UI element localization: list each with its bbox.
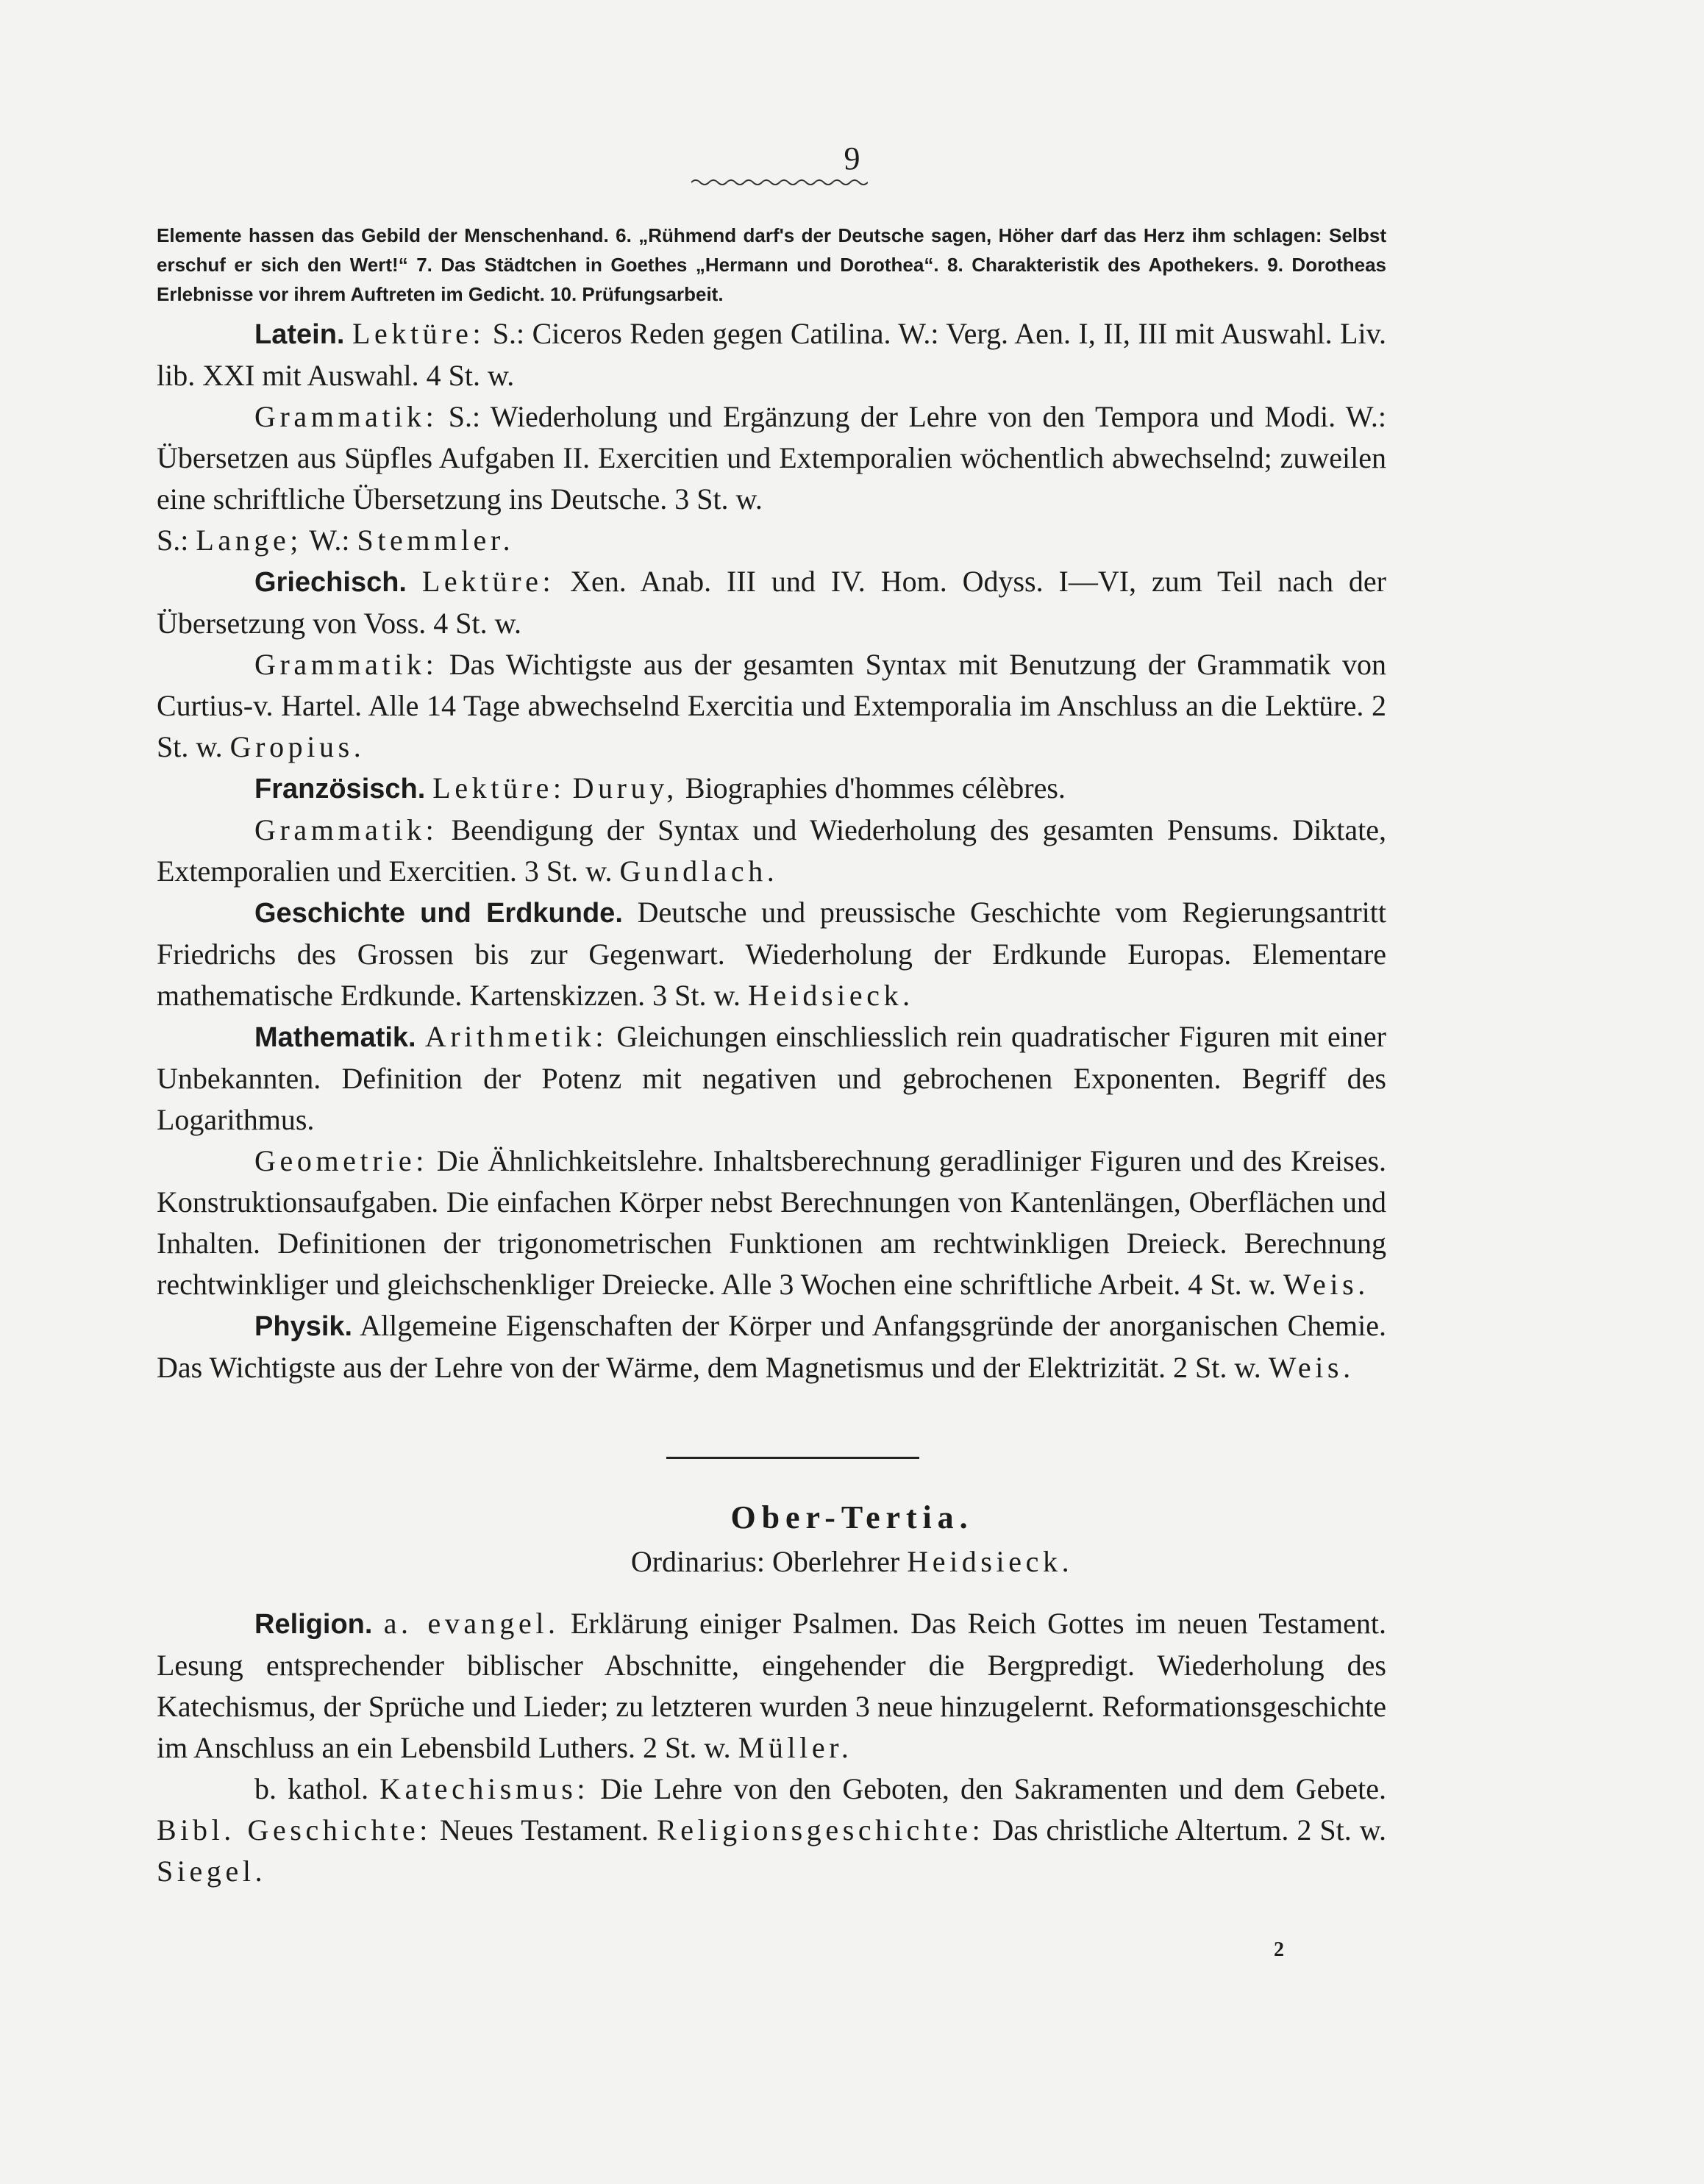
teacher-name: Lange;: [196, 524, 303, 557]
intro-fragment: Elemente hassen das Gebild der Menschenhand. 6. „Rühmend darf's der Deutsche sagen, Höher darf das Herz ihm schlagen: Selbst erschuf er sich den Wert!“ 7. Das Städtchen in Goethes „Hermann und Dorothea“. 8. Charakteristik des Apothekers. 9. Dorotheas Erlebnisse vor ihrem Auftreten im Gedicht. 10. Prüfungsarbeit.: [157, 224, 1386, 305]
field-text: Das Wichtigste aus der gesamten Syntax mit Benutzung der Grammatik von Curtius-v. Hartel. Alle 14 Tage abwechselnd Exercitia und Extemporalia im Anschluss an die Lektüre. 2 St. w.: [157, 648, 1387, 763]
field-label: b. kathol.: [254, 1772, 369, 1805]
field-label: Grammatik:: [254, 400, 438, 433]
signature-mark: 2: [1274, 1938, 1284, 1961]
author-name: Duruy,: [572, 771, 678, 804]
ordinarius-name: Heidsieck.: [907, 1545, 1074, 1578]
ornament-rule: [691, 176, 868, 188]
section-title: Ober-Tertia.: [730, 1499, 974, 1535]
latein-teachers: [157, 520, 1386, 561]
field-label: Arithmetik:: [424, 1020, 608, 1053]
curriculum-lower: [157, 1603, 1386, 1892]
religion-kathol: [157, 1769, 1386, 1892]
latein-grammatik: [157, 396, 1386, 520]
curriculum-upper: [157, 221, 1386, 1388]
field-text: Gleichungen einschliesslich rein quadratischer Figuren mit einer Unbekannten. Definition der Potenz mit negativen und gebrochenen Exponenten. Begriff des Logarithmus.: [157, 1020, 1386, 1136]
subject-heading: Französisch.: [254, 774, 426, 804]
field-text: Biographies d'hommes célèbres.: [685, 771, 1066, 804]
field-label: Lektüre:: [432, 771, 566, 804]
religion-evangel: [157, 1603, 1386, 1769]
teacher-name: Heidsieck.: [747, 979, 914, 1012]
geschichte-paragraph: [157, 892, 1386, 1016]
field-text: Die Lehre von den Geboten, den Sakramenten und dem Gebete.: [600, 1772, 1387, 1805]
field-label: Religionsgeschichte:: [657, 1813, 985, 1846]
field-text: Die Ähnlichkeitslehre. Inhaltsberechnung geradliniger Figuren und des Kreises. Konstruktionsaufgaben. Die einfachen Körper nebst Berechnungen von Kantenlängen, Oberflächen und Inhalten. Definitionen der trigonometrischen Funktionen am rechtwinkligen Dreieck. Berechnung rechtwinkliger und gleichschenkliger Dreiecke. Alle 3 Wochen eine schriftliche Arbeit. 4 St. w.: [157, 1144, 1387, 1301]
field-label: a. evangel.: [383, 1607, 560, 1640]
field-text: Deutsche und preussische Geschichte vom Regierungsantritt Friedrichs des Grossen bis zur Gegenwart. Wiederholung der Erdkunde Europas. Elementare mathematische Erdkunde. Kartenskizzen. 3 St. w.: [157, 896, 1387, 1012]
teacher-name: Weis.: [1283, 1268, 1369, 1301]
field-text: Erklärung einiger Psalmen. Das Reich Gottes im neuen Testament. Lesung entsprechender biblischer Abschnitte, eingehender die Bergpredigt. Wiederholung des Katechismus, der Sprüche und Lieder; zu letzteren wurden 3 neue hinzugelernt. Reformationsgeschichte im Anschluss an ein Lebensbild Luthers. 2 St. w.: [157, 1607, 1387, 1764]
label: S.:: [157, 524, 189, 557]
field-label: Bibl. Geschichte:: [157, 1813, 432, 1846]
ordinarius-line: [0, 1544, 1704, 1579]
latein-lektuere: [157, 313, 1386, 396]
field-text: Das christliche Altertum. 2 St. w.: [992, 1813, 1387, 1846]
griechisch-grammatik: [157, 644, 1386, 768]
griechisch-lektuere: [157, 561, 1386, 644]
section-divider: [666, 1457, 919, 1459]
franzoesisch-lektuere: [157, 768, 1386, 810]
ordinarius-label: Ordinarius: Oberlehrer: [630, 1545, 900, 1578]
field-label: Lektüre:: [421, 565, 555, 598]
teacher-name: Gundlach.: [619, 854, 779, 888]
field-text: Neues Testament.: [439, 1813, 649, 1846]
teacher-name: Stemmler.: [357, 524, 515, 557]
field-text: Xen. Anab. III und IV. Hom. Odyss. I—VI, zum Teil nach der Übersetzung von Voss. 4 St. w.: [157, 565, 1387, 640]
field-label: Grammatik:: [254, 648, 438, 681]
field-text: Allgemeine Eigenschaften der Körper und Anfangsgründe der anorganischen Chemie. Das Wichtigste aus der Lehre von der Wärme, dem Magnetismus und der Elektrizität. 2 St. w.: [157, 1309, 1386, 1384]
field-label: Grammatik:: [254, 813, 438, 846]
teacher-name: Weis.: [1268, 1351, 1355, 1384]
subject-heading: Latein.: [254, 319, 345, 350]
subject-heading: Religion.: [254, 1609, 373, 1640]
teacher-name: Müller.: [738, 1731, 853, 1764]
field-label: Geometrie:: [254, 1144, 428, 1177]
field-label: Katechismus:: [379, 1772, 590, 1805]
field-text: S.: Wiederholung und Ergänzung der Lehre von den Tempora und Modi. W.: Übersetzen aus Süpfles Aufgaben II. Exercitien und Extemporalien wöchentlich abwechselnd; zuweilen eine schriftliche Übersetzung ins Deutsche. 3 St. w.: [157, 400, 1387, 515]
field-text: S.: Ciceros Reden gegen Catilina. W.: Verg. Aen. I, II, III mit Auswahl. Liv. lib. XXI mit Auswahl. 4 St. w.: [157, 317, 1387, 392]
teacher-name: Siegel.: [157, 1855, 267, 1888]
mathematik-arithmetik: [157, 1016, 1386, 1141]
subject-heading: Physik.: [254, 1311, 353, 1342]
subject-heading: Geschichte und Erdkunde.: [254, 898, 623, 929]
field-text: Beendigung der Syntax und Wiederholung des gesamten Pensums. Diktate, Extemporalien und Exercitien. 3 St. w.: [157, 813, 1387, 888]
franzoesisch-grammatik: [157, 810, 1386, 892]
physik-paragraph: [157, 1305, 1386, 1388]
subject-heading: Griechisch.: [254, 567, 407, 598]
mathematik-geometrie: [157, 1141, 1386, 1305]
subject-heading: Mathematik.: [254, 1022, 416, 1053]
teacher-name: Gropius.: [229, 730, 366, 763]
label: W.:: [309, 524, 350, 557]
field-label: Lektüre:: [352, 317, 485, 350]
page-number: 9: [844, 140, 860, 176]
